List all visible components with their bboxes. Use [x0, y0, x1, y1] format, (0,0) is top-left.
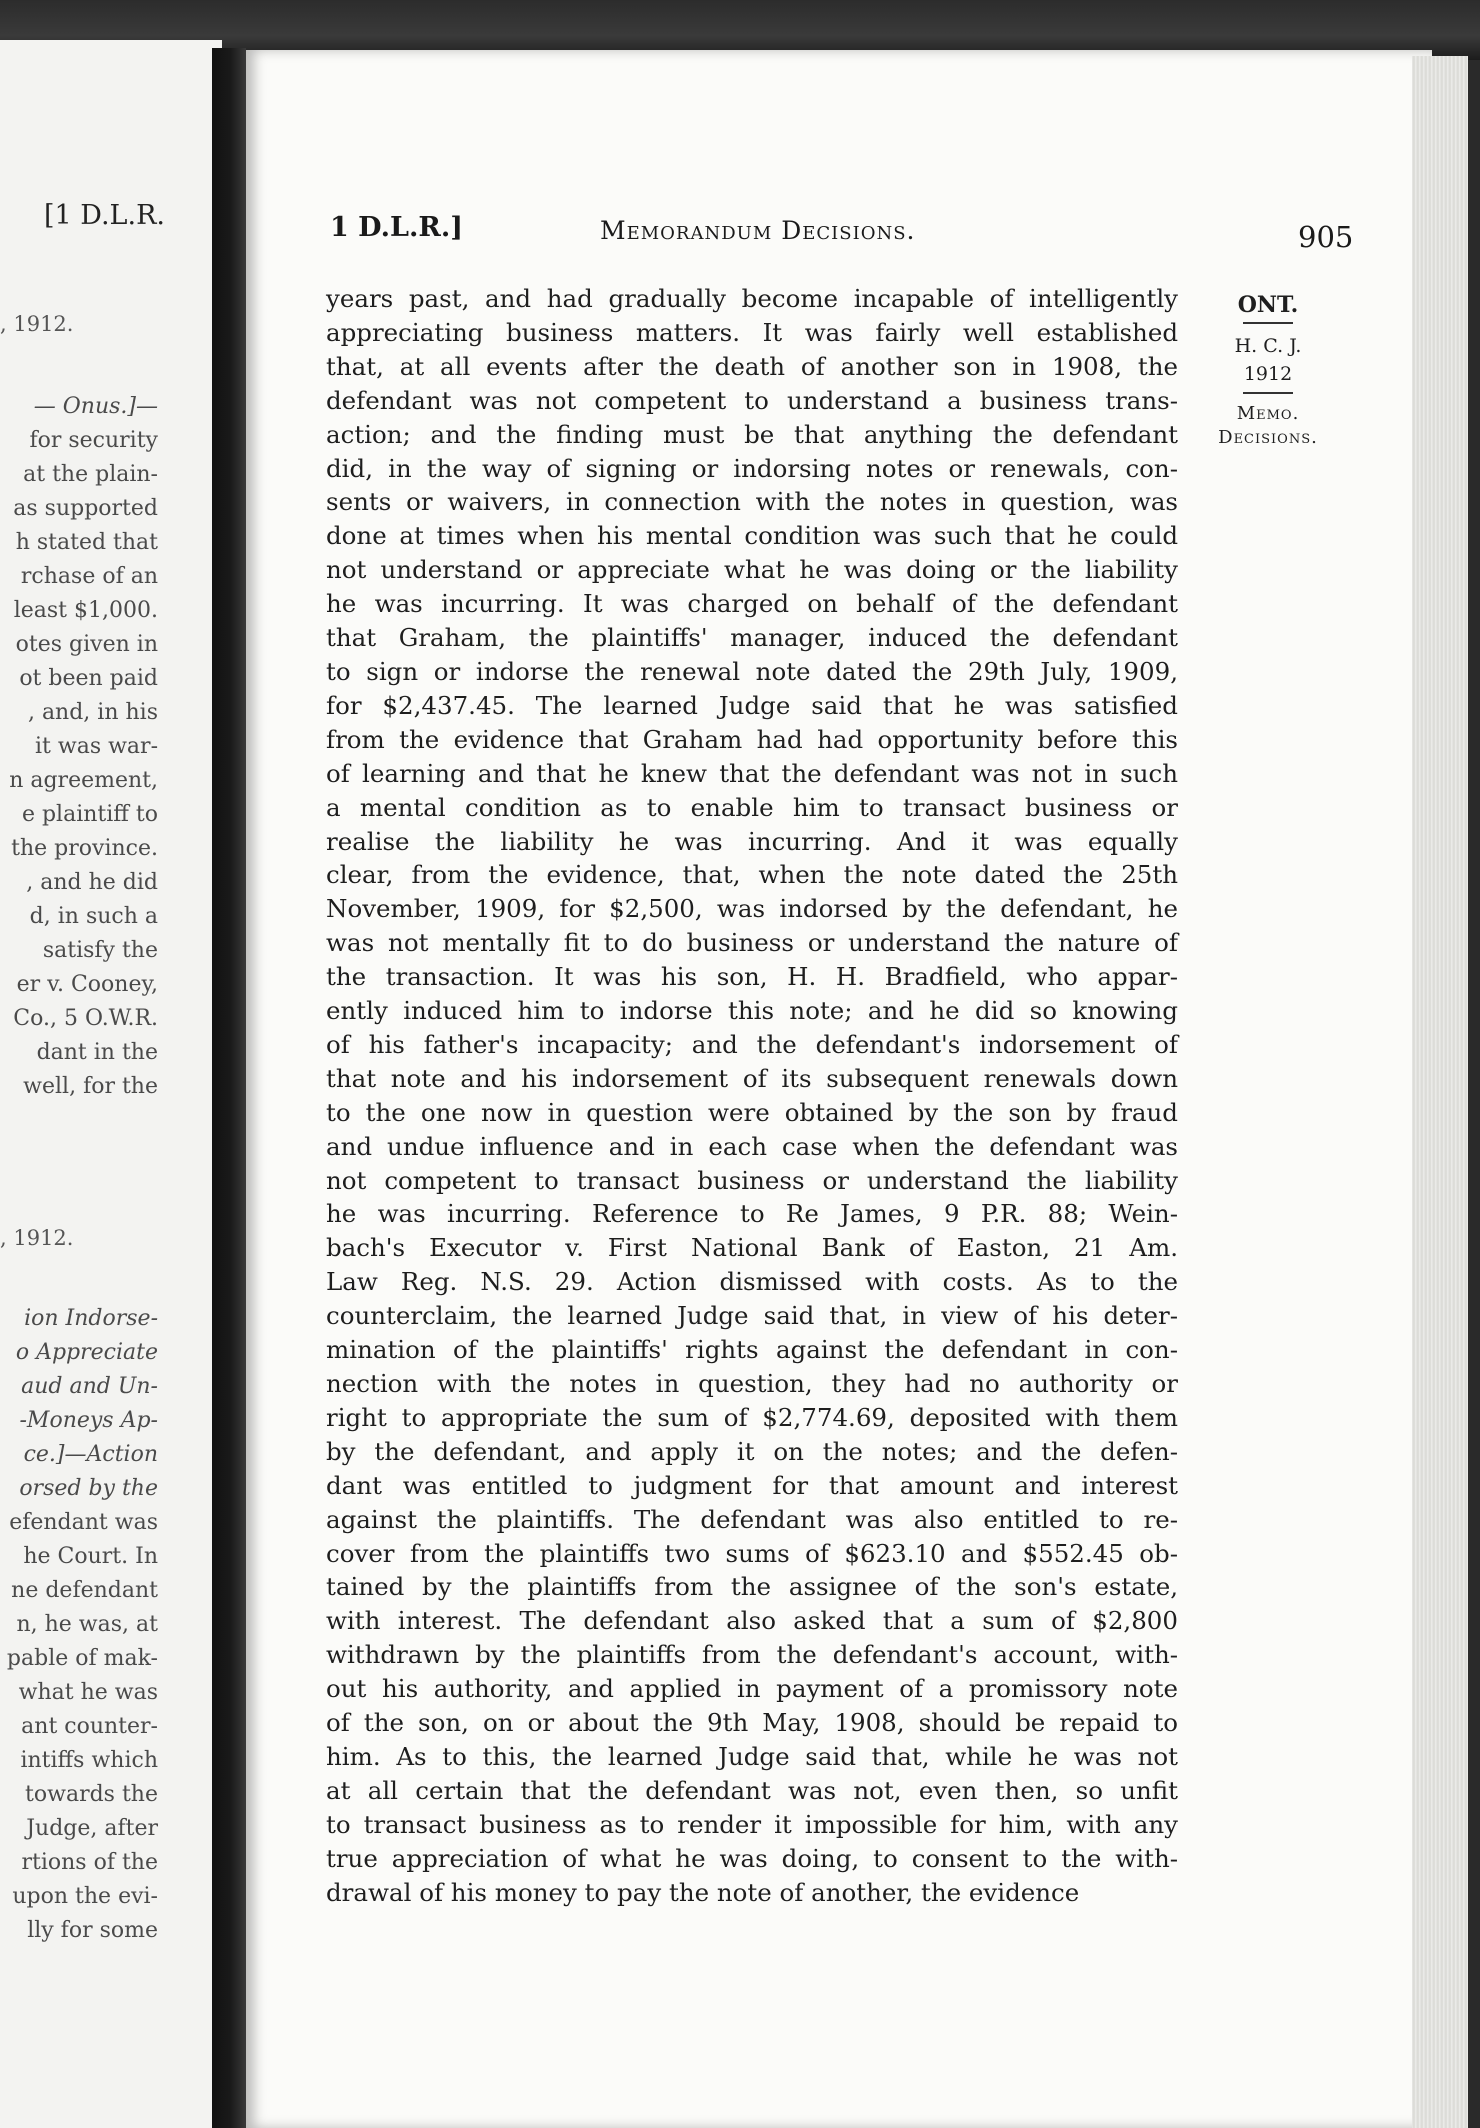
page-number: 905 [1298, 220, 1354, 254]
text-line: that, at all events after the death of another son in 1908, the [326, 351, 1178, 381]
text-line: of his father's incapacity; and the defendant's indorsement of [326, 1029, 1178, 1059]
text-line: Co., 5 O.W.R. [13, 1006, 158, 1031]
text-line: lly for some [27, 1918, 158, 1943]
text-line: as supported [13, 496, 158, 521]
text-line: otes given in [15, 632, 158, 657]
text-line: ot been paid [19, 666, 158, 691]
text-line: , and, in his [27, 700, 158, 725]
text-line: to transact business as to render it impossible for him, with any [326, 1809, 1178, 1839]
text-line: November, 1909, for $2,500, was indorsed by the defendant, he [326, 894, 1178, 924]
text-line: efendant was [9, 1510, 158, 1535]
text-line: pable of mak- [6, 1646, 158, 1671]
side-note [1210, 292, 1326, 450]
text-line: aud and Un- [21, 1374, 158, 1399]
text-line: what he was [18, 1680, 158, 1705]
left-year-bottom: , 1912. [0, 1226, 74, 1250]
text-line: defendant was not competent to understand a business trans- [326, 385, 1178, 415]
running-head-title: Memorandum Decisions. [600, 216, 916, 245]
text-line: ce.]—Action [23, 1442, 158, 1467]
text-line: of the son, on or about the 9th May, 1908, should be repaid to [326, 1708, 1178, 1738]
text-line: n, he was, at [16, 1612, 158, 1637]
text-line: Law Reg. N.S. 29. Action dismissed with costs. As to the [326, 1267, 1178, 1297]
text-line: ently induced him to indorse this note; and he did so knowing [326, 996, 1178, 1026]
text-line: drawal of his money to pay the note of another, the evidence [326, 1877, 1080, 1907]
text-line: not understand or appreciate what he was doing or the liability [326, 555, 1178, 585]
text-line: for security [29, 428, 158, 453]
text-line: orsed by the [19, 1476, 158, 1501]
text-line: right to appropriate the sum of $2,774.69, deposited with them [326, 1402, 1178, 1432]
text-line: e plaintiff to [21, 802, 158, 827]
text-line: years past, and had gradually become incapable of intelligently [326, 284, 1178, 313]
text-line: was not mentally fit to do business or understand the nature of [326, 928, 1178, 958]
text-line: o Appreciate [15, 1340, 158, 1365]
text-line: well, for the [23, 1074, 158, 1099]
text-line: upon the evi- [12, 1884, 158, 1909]
text-line: satisfy the [42, 938, 158, 963]
sidenote-jurisdiction: ONT. [1237, 292, 1299, 318]
sidenote-rule [1243, 322, 1293, 324]
text-line: the transaction. It was his son, H. H. Bradfield, who appar- [326, 962, 1178, 992]
text-line: did, in the way of signing or indorsing notes or renewals, con- [326, 453, 1178, 483]
text-line: towards the [25, 1782, 158, 1807]
text-line: counterclaim, the learned Judge said that, in view of his deter- [326, 1301, 1178, 1331]
text-line: appreciating business matters. It was fairly well established [326, 317, 1178, 347]
text-line: he was incurring. Reference to Re James, 9 P.R. 88; Wein- [326, 1199, 1178, 1229]
book-gutter [212, 48, 246, 2128]
text-line: action; and the finding must be that anything the defendant [326, 419, 1178, 449]
text-line: n agreement, [9, 768, 158, 793]
text-line: rtions of the [21, 1850, 158, 1875]
left-running-head: [1 D.L.R. [44, 200, 165, 231]
left-year-top: , 1912. [0, 312, 74, 336]
text-line: for $2,437.45. The learned Judge said that he was satisfied [326, 690, 1178, 720]
left-page [0, 40, 222, 2128]
text-line: done at times when his mental condition was such that he could [326, 521, 1178, 551]
sidenote-rule [1243, 392, 1293, 394]
running-head-left: 1 D.L.R.] [330, 212, 464, 243]
text-line: -Moneys Ap- [19, 1408, 158, 1433]
text-line: by the defendant, and apply it on the notes; and the defen- [326, 1436, 1178, 1466]
text-line: sents or waivers, in connection with the notes in question, was [326, 487, 1178, 517]
text-line: from the evidence that Graham had had opportunity before this [326, 724, 1178, 754]
text-line: at the plain- [23, 462, 158, 487]
text-line: dant in the [36, 1040, 158, 1065]
text-line: least $1,000. [13, 598, 158, 623]
text-line: bach's Executor v. First National Bank of Easton, 21 Am. [326, 1233, 1178, 1263]
text-line: withdrawn by the plaintiffs from the defendant's account, with- [326, 1640, 1178, 1670]
text-line: tained by the plaintiffs from the assignee of the son's estate, [326, 1572, 1178, 1602]
text-line: to sign or indorse the renewal note dated the 29th July, 1909, [326, 656, 1178, 686]
text-line: nection with the notes in question, they had no authority or [326, 1369, 1178, 1398]
text-line: a mental condition as to enable him to transact business or [326, 792, 1178, 822]
text-line: — Onus.]— [33, 394, 158, 419]
text-line: true appreciation of what he was doing, to consent to the with- [326, 1843, 1178, 1873]
text-line: that note and his indorsement of its subsequent renewals down [326, 1063, 1178, 1093]
left-column-bottom [7, 1302, 158, 1948]
text-line: at all certain that the defendant was not, even then, so unfit [326, 1775, 1178, 1805]
sidenote-court: H. C. J. [1234, 335, 1302, 357]
text-line: the province. [11, 836, 158, 861]
text-line: realise the liability he was incurring. And it was equally [326, 826, 1178, 856]
text-line: ne defendant [11, 1578, 158, 1603]
text-line: intiffs which [20, 1748, 158, 1773]
text-line: Judge, after [26, 1816, 158, 1841]
text-line: dant was entitled to judgment for that amount and interest [326, 1470, 1178, 1500]
text-line: , and he did [26, 870, 158, 895]
text-line: ant counter- [21, 1714, 158, 1739]
sidenote-decisions: Decisions. [1218, 427, 1318, 448]
text-line: rchase of an [20, 564, 158, 589]
text-line: to the one now in question were obtained by the son by fraud [326, 1097, 1178, 1127]
text-line: ion Indorse- [24, 1306, 158, 1331]
text-line: he Court. In [23, 1544, 158, 1569]
text-line: it was war- [35, 734, 158, 759]
text-line: cover from the plaintiffs two sums of $623.10 and $552.45 ob- [326, 1538, 1178, 1568]
page-edge [1412, 56, 1468, 2128]
text-line: out his authority, and applied in payment of a promissory note [326, 1674, 1178, 1704]
text-line: d, in such a [29, 904, 158, 929]
text-line: h stated that [15, 530, 158, 555]
text-line: he was incurring. It was charged on behalf of the defendant [326, 589, 1178, 619]
body-text [326, 282, 1178, 1910]
text-line: that Graham, the plaintiffs' manager, induced the defendant [326, 623, 1178, 653]
text-line: him. As to this, the learned Judge said that, while he was not [326, 1741, 1178, 1771]
sidenote-memo: Memo. [1236, 403, 1300, 424]
text-line: er v. Cooney, [16, 972, 158, 997]
text-line: mination of the plaintiffs' rights against the defendant in con- [326, 1335, 1178, 1365]
left-column-top [9, 390, 158, 1104]
text-line: with interest. The defendant also asked that a sum of $2,800 [326, 1606, 1178, 1636]
sidenote-year: 1912 [1243, 363, 1293, 385]
text-line: and undue influence and in each case when the defendant was [326, 1131, 1178, 1161]
text-line: of learning and that he knew that the defendant was not in such [326, 758, 1178, 788]
text-line: not competent to transact business or understand the liability [326, 1165, 1178, 1195]
text-line: against the plaintiffs. The defendant was also entitled to re- [326, 1504, 1178, 1534]
text-line: clear, from the evidence, that, when the note dated the 25th [326, 860, 1178, 890]
